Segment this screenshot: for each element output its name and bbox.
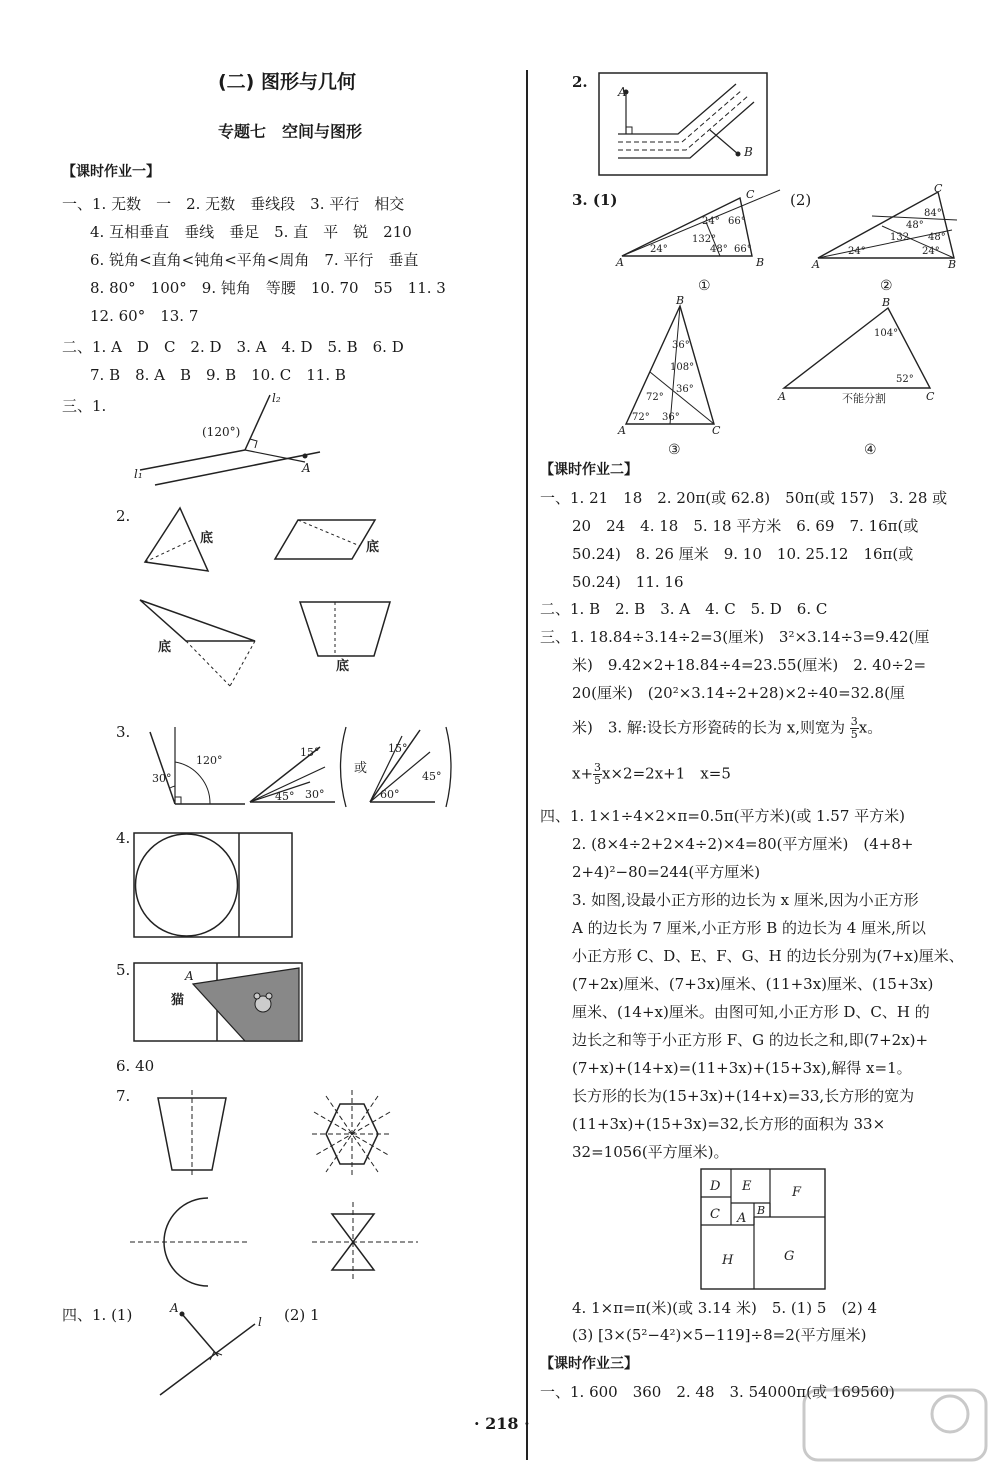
hw1-p1-line3: 6. 锐角<直角<钝角<平角<周角 7. 平行 垂直 [90,251,419,269]
hw2-p3-l2: 米) 9.42×2+18.84÷4=23.55(厘米) 2. 40÷2= [572,656,927,674]
road-point-b: B [744,145,753,159]
t1-b: B [756,256,765,269]
figure-triangle-3 [616,296,726,456]
t4-ang2: 52° [896,374,914,385]
t2-num: ② [880,278,893,294]
hw2-p4-l7: (7+2x)厘米、(7+3x)厘米、(11+3x)厘米、(15+3x) [572,975,934,993]
t3-c: C [712,424,721,437]
sq-h: H [722,1253,734,1268]
t1-ang6: 66° [734,244,752,255]
angle-120: 120° [196,754,223,767]
t3-ang3: 36° [676,384,694,395]
angle-label-120: (120°) [202,425,241,439]
t3-num: ③ [668,442,681,458]
t2-ang4: 48° [928,232,946,243]
hw2-p4-l10: (7+x)+(14+x)=(11+3x)+(15+3x),解得 x=1。 [572,1059,912,1077]
watermark-logo [800,1386,990,1466]
t4-a: A [778,390,786,403]
base-label-2: 底 [366,540,380,555]
figure-triangle-2 [812,182,962,301]
point-a: A [170,1301,179,1315]
t1-num: ① [698,278,711,294]
base-label-1: 底 [200,531,214,546]
hw2-p4-l12: (11+3x)+(15+3x)=32,长方形的面积为 33× [572,1115,886,1133]
t3-ang5: 72° [632,412,650,423]
t1-ang2: 66° [728,216,746,227]
angle-15: 15° [300,746,320,759]
t3-ang2: 108° [670,362,695,373]
hw2-p1-l2: 20 24 4. 18 5. 18 平方米 6. 69 7. 16π(或 [572,517,919,535]
figure-symmetry-axes [130,1090,430,1295]
sq-b: B [757,1204,766,1217]
page-number: · 218 · [474,1414,530,1433]
t4-note: 不能分割 [842,392,886,405]
hw2-p4-l6: 小正方形 C、D、E、F、G、H 的边长分别为(7+x)厘米、 [572,947,964,965]
topic-title: 专题七 空间与图形 [218,122,363,141]
t2-ang5: 24° [848,246,866,257]
angle-45: 45° [275,790,295,803]
road-point-a: A [618,85,627,99]
fraction-eq: $\frac{3}{5}$ [594,761,602,787]
t2-a: A [812,258,820,271]
q3-6: 6. 40 [116,1057,155,1075]
q3-2-label: 2. [116,507,131,525]
hw2-heading: 【课时作业二】 [540,462,638,478]
figure-circle-rectangle [133,832,295,942]
sq-d: D [710,1179,721,1194]
angle-30: 30° [152,772,172,785]
hw2-p3-l4-text: 米) 3. 解:设长方形瓷砖的长为 x,则宽为 [572,718,845,737]
t1-ang5: 48° [710,244,728,255]
t1-a: A [616,256,624,269]
hw2-p4-l1: 四、1. 1×1÷4×2×π=0.5π(平方米)(或 1.57 平方米) [540,807,906,825]
hw2-p1-l4: 50.24) 11. 16 [572,573,684,591]
sq-g: G [784,1249,795,1264]
hw2-p3-l1: 三、1. 18.84÷3.14÷2=3(厘米) 3²×3.14÷3=9.42(厘 [540,628,930,646]
hw1-p2-line1: 二、1. A D C 2. D 3. A 4. D 5. B 6. D [62,338,404,356]
sq-c: C [710,1207,720,1222]
t2-c: C [934,182,943,195]
q3-4-label: 4. [116,829,131,847]
q3-3-label: 3. [116,723,131,741]
r-q3-label2: (2) [790,191,812,209]
point-a-label: A [185,969,194,983]
figure-parallel-lines [130,390,330,490]
t3-b: B [676,294,685,307]
hw2-p4-l4: 3. 如图,设最小正方形的边长为 x 厘米,因为小正方形 [572,891,919,909]
t1-ang4: 132° [692,234,717,245]
angle-15c: 15° [388,742,408,755]
label-l1: l₁ [134,467,143,481]
t3-ang6: 36° [662,412,680,423]
hw3-line: 一、1. 600 360 2. 48 3. 54000π(或 169560) [540,1383,895,1401]
sq-e: E [742,1179,752,1194]
t4-num: ④ [864,442,877,458]
t1-ang1: 24° [702,216,720,227]
part4-label: 四、1. (1) [62,1306,133,1324]
t3-a: A [618,424,626,437]
hw2-p4-l5: A 的边长为 7 厘米,小正方形 B 的边长为 4 厘米,所以 [572,919,926,937]
hw2-p4-l13: 32=1056(平方厘米)。 [572,1143,729,1161]
r-q3-label: 3. (1) [572,191,618,209]
fraction-three-fifths: $\frac{3}{5}$ [850,715,858,741]
hw2-p1-l1: 一、1. 21 18 2. 20π(或 62.8) 50π(或 157) 3. 28 或 [540,489,948,507]
figure-perpendicular [160,1300,280,1400]
base-label-3: 底 [158,640,172,655]
t3-ang4: 72° [646,392,664,403]
hw2-p4-l8: 厘米、(14+x)厘米。由图可知,小正方形 D、C、H 的 [572,1003,930,1021]
figure-cat-mouse [133,962,305,1044]
section-title: (二) 图形与几何 [218,71,356,93]
column-divider [526,70,528,1460]
figure-triangle-1 [600,186,780,301]
hw2-p3-l4: 米) 3. 解:设长方形瓷砖的长为 x,则宽为 $\frac{3}{5}$ x。 [572,715,883,741]
cat-label: 猫 [171,993,185,1008]
t4-ang1: 104° [874,328,899,339]
label-a: A [302,461,311,475]
t1-ang3: 24° [650,244,668,255]
or-label: 或 [354,761,368,776]
line-l: l [258,1315,262,1329]
t4-c: C [926,390,935,403]
t2-ang2: 48° [906,220,924,231]
hw2-tail-l1: 4. 1×π=π(米)(或 3.14 米) 5. (1) 5 (2) 4 [572,1299,878,1317]
sq-f: F [792,1185,802,1200]
figure-road-path [598,72,770,178]
hw2-p4-l3: 2+4)²−80=244(平方厘米) [572,863,761,881]
hw1-p1-line5: 12. 60° 13. 7 [90,307,199,325]
hw1-p3-label: 三、1. [62,397,107,415]
q3-5-label: 5. [116,961,131,979]
figure-triangle-4 [770,296,950,456]
angle-45c: 45° [422,770,442,783]
figure-angle-drawing [140,722,460,812]
hw2-p4-l9: 边长之和等于小正方形 F、G 的边长之和,即(7+2x)+ [572,1031,929,1049]
t2-ang3: 132 [890,232,910,243]
label-l2: l₂ [272,391,281,405]
t2-b: B [948,258,957,271]
base-label-4: 底 [336,659,350,674]
t2-ang6: 24° [922,246,940,257]
angle-30b: 30° [305,788,325,801]
hw2-p3-l3: 20(厘米) (20²×3.14÷2+28)×2÷40=32.8(厘 [572,684,905,702]
hw3-heading: 【课时作业三】 [540,1356,638,1372]
figure-squared-rectangle [700,1168,828,1292]
t2-ang1: 84° [924,208,942,219]
hw2-p2: 二、1. B 2. B 3. A 4. C 5. D 6. C [540,600,828,618]
hw1-heading: 【课时作业一】 [62,164,160,180]
t3-ang1: 36° [672,340,690,351]
q3-7-label: 7. [116,1087,131,1105]
hw2-eq-line: x+ $\frac{3}{5}$ x×2=2x+1 x=5 [572,761,731,787]
hw2-p4-l11: 长方形的长为(15+3x)+(14+x)=33,长方形的宽为 [572,1087,915,1105]
hw1-p1-line2: 4. 互相垂直 垂线 垂足 5. 直 平 锐 210 [90,223,412,241]
t1-c: C [746,188,755,201]
angle-60: 60° [380,788,400,801]
hw1-p1-line4: 8. 80° 100° 9. 钝角 等腰 10. 70 55 11. 3 [90,279,446,297]
hw2-p1-l3: 50.24) 8. 26 厘米 9. 10 10. 25.12 16π(或 [572,545,914,563]
hw2-tail-l2: (3) [3×(5²−4²)×5−119]÷8=2(平方厘米) [572,1326,867,1344]
hw2-p4-l2: 2. (8×4÷2+2×4÷2)×4=80(平方厘米) (4+8+ [572,835,914,853]
t4-b: B [882,296,891,309]
part4-2: (2) 1 [284,1306,320,1324]
figure-altitudes [140,506,400,696]
r-q2-label: 2. [572,73,588,91]
hw1-p2-line2: 7. B 8. A B 9. B 10. C 11. B [90,366,346,384]
hw1-p1-line1: 一、1. 无数 一 2. 无数 垂线段 3. 平行 相交 [62,195,405,213]
sq-a: A [737,1211,747,1226]
